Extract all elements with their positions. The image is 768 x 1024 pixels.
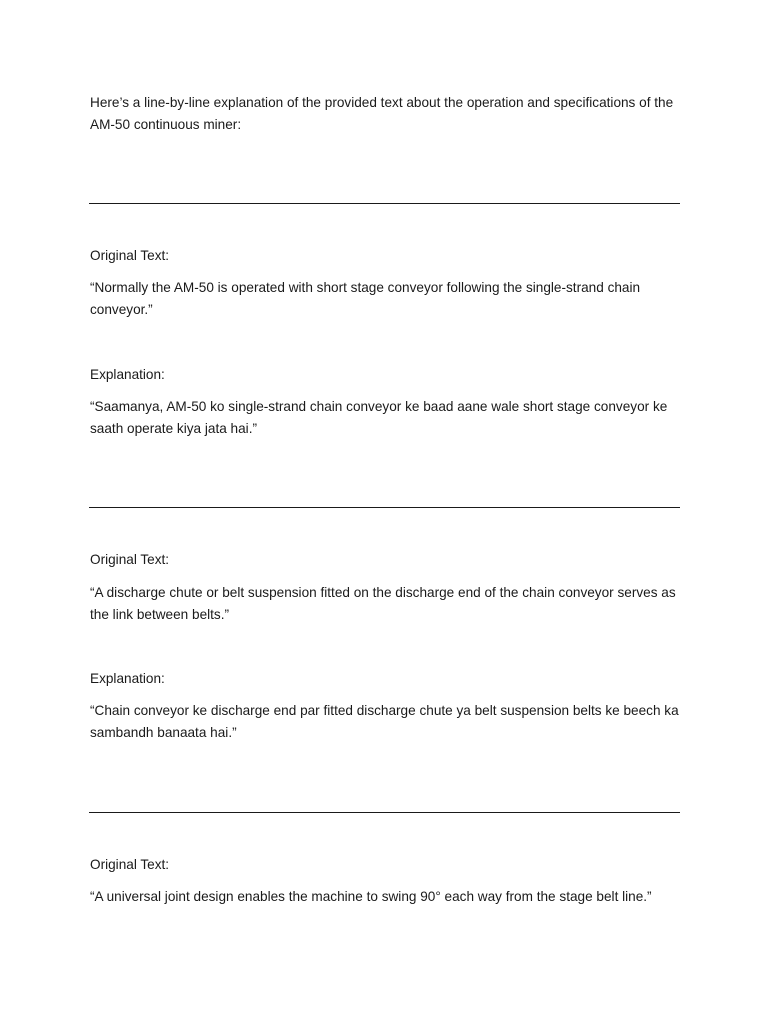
section-divider (89, 203, 680, 204)
section-divider (89, 812, 680, 813)
original-text-quote: “Normally the AM-50 is operated with short stage conveyor following the single-strand chain conveyor.” (90, 280, 641, 317)
original-text-quote: “A universal joint design enables the machine to swing 90° each way from the stage belt line.” (90, 889, 652, 904)
explanation-label: Explanation: (90, 367, 165, 382)
original-text-label: Original Text: (90, 857, 170, 872)
explanation-quote: “Saamanya, AM-50 ko single-strand chain conveyor ke baad aane wale short stage conveyor ke saath operate kiya jata hai.” (90, 399, 668, 436)
explanation-label: Explanation: (90, 671, 165, 686)
original-text-quote: “A discharge chute or belt suspension fitted on the discharge end of the chain conveyor serves as the link between belts.” (90, 585, 676, 622)
intro-paragraph: Here’s a line-by-line explanation of the provided text about the operation and specifications of the AM-50 continuous miner: (90, 95, 674, 132)
original-text-label: Original Text: (90, 248, 170, 263)
original-text-label: Original Text: (90, 552, 170, 567)
section-divider (89, 507, 680, 508)
explanation-quote: “Chain conveyor ke discharge end par fitted discharge chute ya belt suspension belts ke beech ka sambandh banaata hai.” (90, 703, 679, 740)
